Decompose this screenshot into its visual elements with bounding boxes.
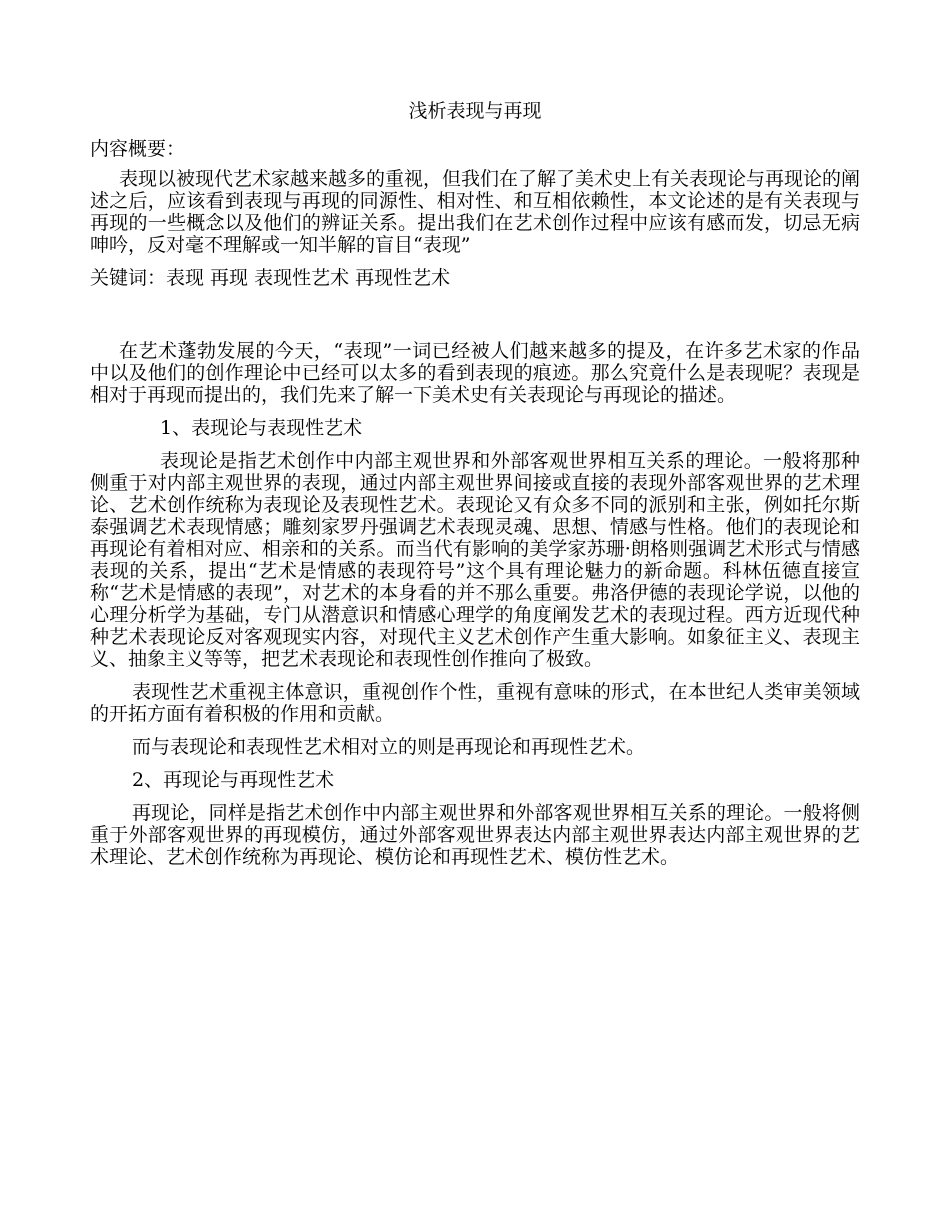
section1-paragraph-2: 表现性艺术重视主体意识，重视创作个性，重视有意味的形式，在本世纪人类审美领域的开拓方面有着积极的作用和贡献。 bbox=[90, 681, 860, 725]
summary-paragraph: 表现以被现代艺术家越来越多的重视，但我们在了解了美术史上有关表现论与再现论的阐述之后，应该看到表现与再现的同源性、相对性、和互相依赖性，本文论述的是有关表现与再现的一些概念以及他们的辨证关系。提出我们在艺术创作过程中应该有感而发，切忌无病呻吟，反对毫不理解或一知半解的盲目“表现” bbox=[90, 168, 861, 256]
section1-heading: 1、表现论与表现性艺术 bbox=[160, 417, 363, 439]
keywords-line: 关键词：表现 再现 表现性艺术 再现性艺术 bbox=[90, 267, 451, 289]
summary-label: 内容概要： bbox=[90, 138, 186, 160]
document-body bbox=[90, 100, 860, 879]
section1-paragraph-3: 而与表现论和表现性艺术相对立的则是再现论和再现性艺术。 bbox=[132, 736, 646, 758]
section2-heading: 2、再现论与再现性艺术 bbox=[132, 769, 335, 791]
section2-paragraph-1: 再现论，同样是指艺术创作中内部主观世界和外部客观世界相互关系的理论。一般将侧重于外部客观世界的再现模仿，通过外部客观世界表达内部主观世界表达内部主观世界的艺术理论、艺术创作统称为再现论、模仿论和再现性艺术、模仿性艺术。 bbox=[90, 802, 860, 868]
intro-paragraph: 在艺术蓬勃发展的今天，“表现”一词已经被人们越来越多的提及，在许多艺术家的作品中以及他们的创作理论中已经可以太多的看到表现的痕迹。那么究竟什么是表现呢？表现是相对于再现而提出的，我们先来了解一下美术史有关表现论与再现论的描述。 bbox=[90, 340, 860, 406]
section1-paragraph-1: 表现论是指艺术创作中内部主观世界和外部客观世界相互关系的理论。一般将那种侧重于对内部主观世界的表现，通过内部主观世界间接或直接的表现外部客观世界的艺术理论、艺术创作统称为表现论及表现性艺术。表现论又有众多不同的派别和主张，例如托尔斯泰强调艺术表现情感；雕刻家罗丹强调艺术表现灵魂、思想、情感与性格。他们的表现论和再现论有着相对应、相亲和的关系。而当代有影响的美学家苏珊·朗格则强调艺术形式与情感表现的关系，提出“艺术是情感的表现符号”这个具有理论魅力的新命题。科林伍德直接宣称“艺术是情感的表现”，对艺术的本身看的并不那么重要。弗洛伊德的表现论学说，以他的心理分析学为基础，专门从潜意识和情感心理学的角度阐发艺术的表现过程。西方近现代种种艺术表现论反对客观现实内容，对现代主义艺术创作产生重大影响。如象征主义、表现主义、抽象主义等等，把艺术表现论和表现性创作推向了极致。 bbox=[90, 450, 860, 670]
page-title: 浅析表现与再现 bbox=[408, 100, 542, 122]
